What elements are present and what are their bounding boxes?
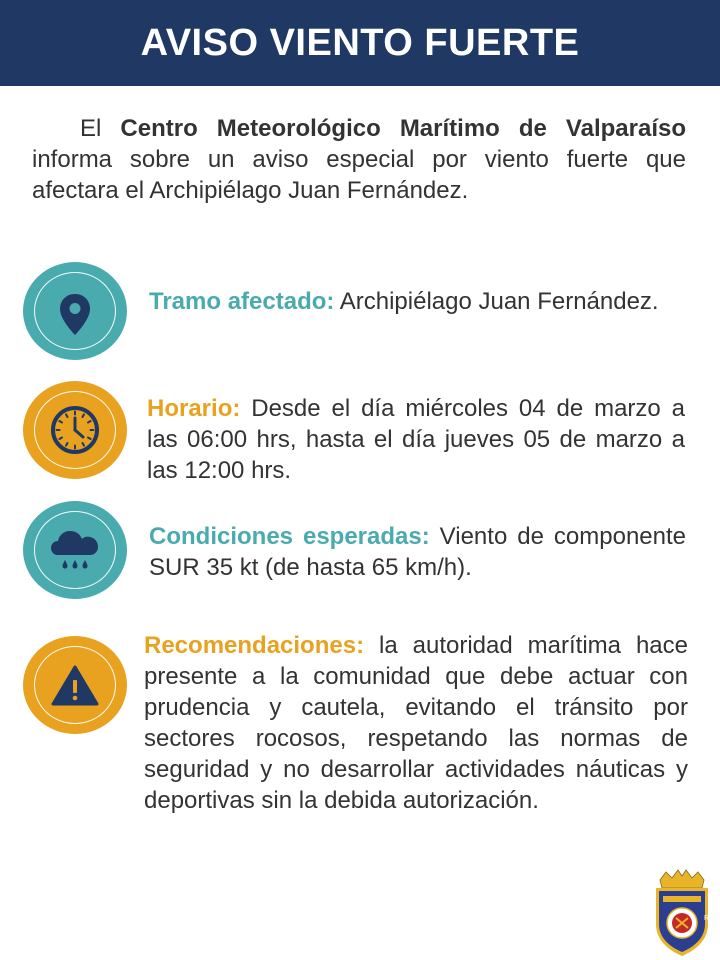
- item-recomendaciones: [144, 630, 688, 816]
- svg-text:RJ: RJ: [704, 915, 713, 922]
- item-condiciones: [149, 521, 686, 583]
- rain-cloud-icon: [23, 501, 127, 599]
- item-condiciones-text: Viento de componente SUR 35 kt (de hasta 65 km/h).: [149, 523, 686, 581]
- armada-de-chile-emblem: [648, 866, 716, 958]
- item-tramo-label: Tramo afectado:: [149, 288, 335, 315]
- item-horario-label: Horario:: [147, 395, 241, 422]
- item-recomendaciones-label: Recomendaciones:: [144, 632, 365, 659]
- item-horario: [147, 393, 685, 486]
- center-name: Centro Meteorológico Marítimo de Valparaíso: [120, 115, 686, 142]
- item-horario-text: Desde el día miércoles 04 de marzo a las 06:00 hrs, hasta el día jueves 05 de marzo a las 12:00 hrs.: [147, 395, 685, 484]
- item-tramo-text: Archipiélago Juan Fernández.: [334, 288, 659, 315]
- item-condiciones-label: Condiciones esperadas:: [149, 523, 430, 550]
- warning-circle: [23, 636, 127, 734]
- location-pin-icon: [23, 262, 127, 360]
- intro-paragraph: [32, 113, 686, 206]
- item-tramo: [149, 286, 689, 317]
- page-title: AVISO VIENTO FUERTE: [140, 21, 580, 64]
- intro-prefix: El: [80, 115, 121, 142]
- warning-icon: [23, 636, 127, 734]
- intro-rest: informa sobre un aviso especial por viento fuerte que afectara el Archipiélago Juan Fernández.: [32, 146, 686, 204]
- location-circle: [23, 262, 127, 360]
- header-banner: [0, 0, 720, 86]
- clock-circle: [23, 381, 127, 479]
- item-recomendaciones-text: la autoridad marítima hace presente a la comunidad que debe actuar con prudencia y cautela, evitando el tránsito por sectores rocosos, respetando las normas de seguridad y no desarrollar actividades náuticas y deportivas sin la debida autorización.: [144, 632, 688, 814]
- weather-circle: [23, 501, 127, 599]
- clock-icon: [23, 381, 127, 479]
